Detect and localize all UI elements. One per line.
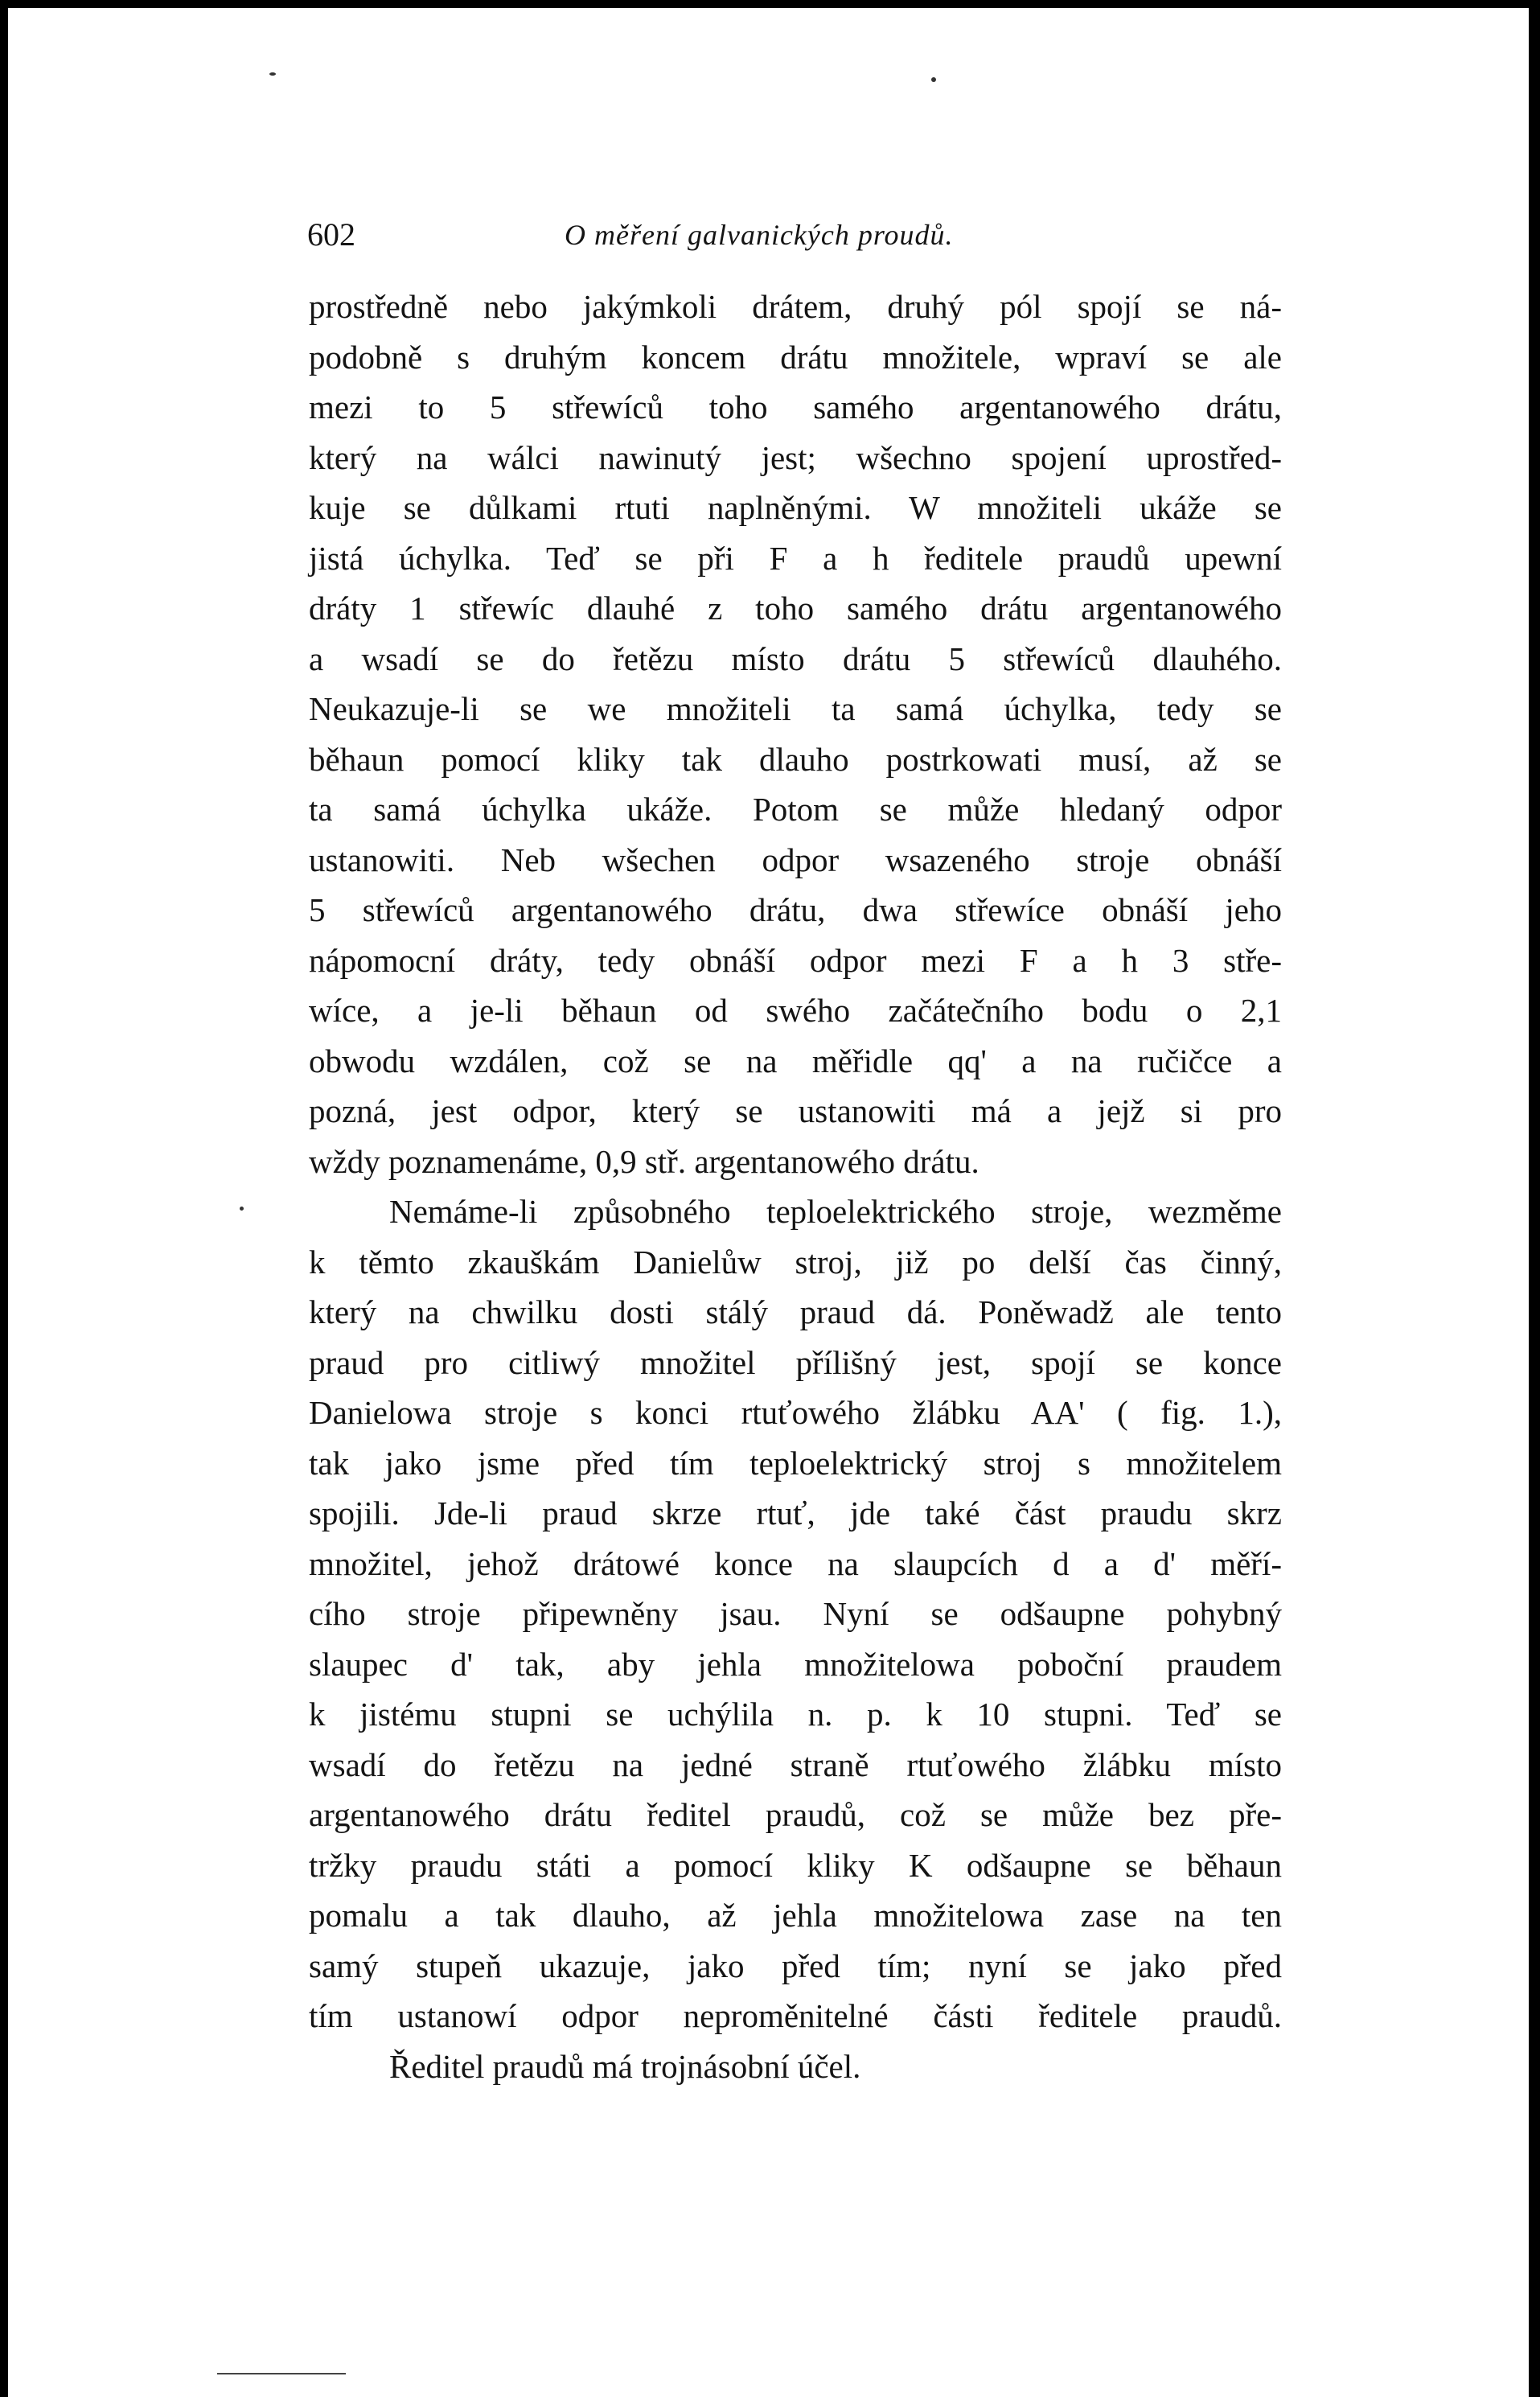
text-line: obwodu wzdálen, což se na měřidle qq' a na ručičce a	[309, 1042, 1282, 1079]
text-line: praud pro citliwý množitel přílišný jest, spojí se konce	[309, 1343, 1282, 1381]
text-line: a wsadí se do řetězu místo drátu 5 střewíců dlauhého.	[309, 639, 1282, 677]
text-line: samý stupeň ukazuje, jako před tím; nyní se jako před	[309, 1947, 1282, 1984]
text-line: k jistému stupni se uchýlila n. p. k 10 stupni. Teď se	[309, 1696, 1282, 1733]
paragraph-start-line: Ředitel praudů má trojnásobní účel.	[389, 2047, 861, 2085]
scan-artifact-mark	[217, 2373, 346, 2379]
text-line: dráty 1 střewíc dlauhé z toho samého drátu argentanowého	[309, 590, 1282, 627]
scan-border-left	[0, 0, 8, 2397]
text-line: tím ustanowí odpor neproměnitelné části ředitele praudů.	[309, 1997, 1282, 2034]
text-line: množitel, jehož drátowé konce na slaupcích d a d' měří-	[309, 1544, 1282, 1582]
text-line: kuje se důlkami rtuti naplněnými. W množiteli ukáže se	[309, 489, 1282, 526]
text-line: wsadí do řetězu na jedné straně rtuťowého žlábku místo	[309, 1745, 1282, 1783]
text-line: podobně s druhým koncem drátu množitele, wpraví se ale	[309, 338, 1282, 376]
text-line: wždy poznamenáme, 0,9 stř. argentanowého drátu.	[309, 1142, 979, 1180]
text-line: který na wálci nawinutý jest; wšechno spojení uprostřed-	[309, 438, 1282, 476]
text-line: ta samá úchylka ukáže. Potom se může hledaný odpor	[309, 791, 1282, 828]
text-line: pozná, jest odpor, který se ustanowiti má a jejž si pro	[309, 1092, 1282, 1129]
text-line: tak jako jsme před tím teploelektrický stroj s množitelem	[309, 1444, 1282, 1482]
text-line: pomalu a tak dlauho, až jehla množitelowa zase na ten	[309, 1897, 1282, 1934]
text-line: prostředně nebo jakýmkoli drátem, druhý pól spojí se ná-	[309, 288, 1282, 325]
scan-border-top	[0, 0, 1540, 8]
page-header	[307, 211, 1304, 259]
text-line: tržky praudu státi a pomocí kliky K odšaupne se běhaun	[309, 1846, 1282, 1884]
text-line: 5 střewíců argentanowého drátu, dwa střewíce obnáší jeho	[309, 891, 1282, 928]
text-line: wíce, a je-li běhaun od swého začátečního bodu o 2,1	[309, 992, 1282, 1029]
page-number: 602	[307, 216, 355, 253]
scan-speck	[269, 72, 276, 76]
text-line: nápomocní dráty, tedy obnáší odpor mezi F a h 3 stře-	[309, 941, 1282, 979]
scan-border-right	[1529, 0, 1540, 2397]
text-line: slaupec d' tak, aby jehla množitelowa poboční praudem	[309, 1645, 1282, 1683]
running-title: O měření galvanických proudů.	[565, 219, 954, 251]
text-line: který na chwilku dosti stálý praud dá. Poněwadž ale tento	[309, 1293, 1282, 1330]
text-line: běhaun pomocí kliky tak dlauho postrkowati musí, až se	[309, 740, 1282, 778]
text-line: ustanowiti. Neb wšechen odpor wsazeného stroje obnáší	[309, 841, 1282, 878]
text-line: Danielowa stroje s konci rtuťowého žlábku AA' ( fig. 1.),	[309, 1394, 1282, 1431]
scan-speck	[240, 1207, 244, 1211]
text-line: Neukazuje-li se we množiteli ta samá úchylka, tedy se	[309, 690, 1282, 727]
paragraph-start-line: Nemáme-li způsobného teploelektrického stroje, wezměme	[389, 1193, 1282, 1230]
text-line: jistá úchylka. Teď se při F a h ředitele praudů upewní	[309, 539, 1282, 577]
body-text	[309, 282, 1282, 2091]
text-line: cího stroje připewněny jsau. Nyní se odšaupne pohybný	[309, 1595, 1282, 1632]
text-line: k těmto zkauškám Danielůw stroj, již po delší čas činný,	[309, 1243, 1282, 1281]
text-line: mezi to 5 střewíců toho samého argentanowého drátu,	[309, 389, 1282, 426]
text-line: spojili. Jde-li praud skrze rtuť, jde také část praudu skrz	[309, 1495, 1282, 1532]
text-line: argentanowého drátu ředitel praudů, což se může bez pře-	[309, 1796, 1282, 1833]
scan-speck	[931, 77, 936, 82]
